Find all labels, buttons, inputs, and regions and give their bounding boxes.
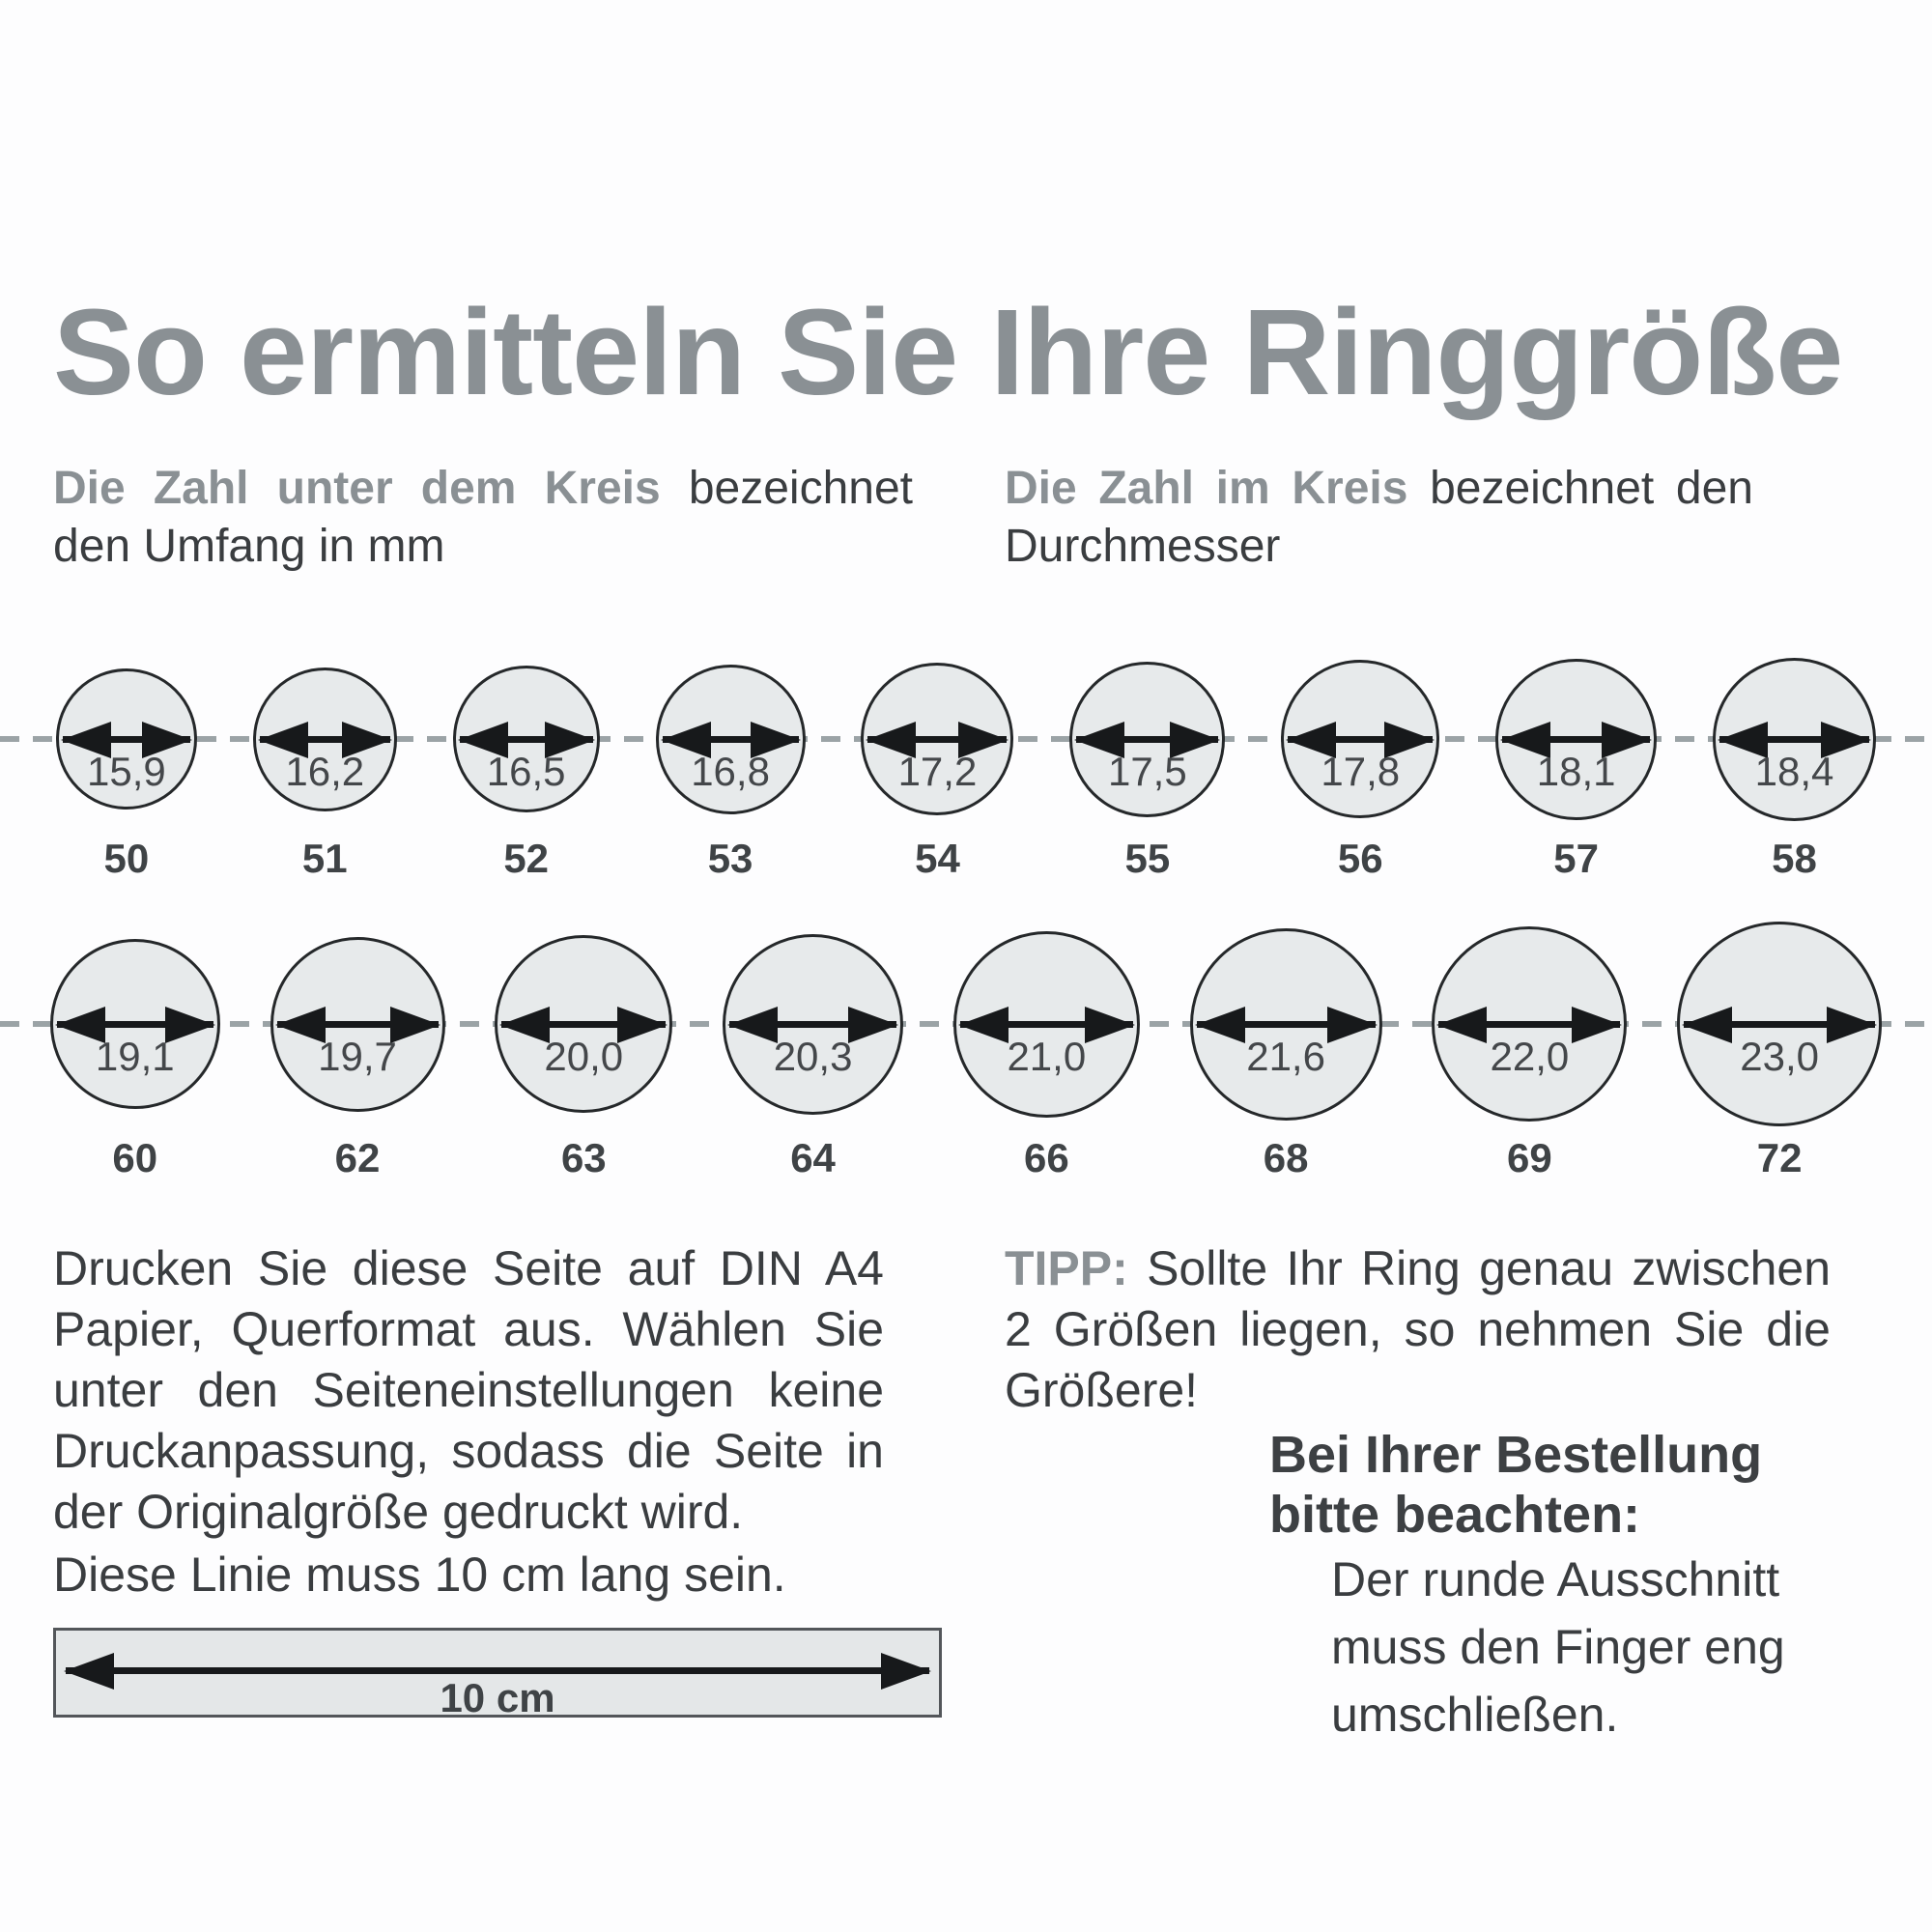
ring-size-cell: [1069, 656, 1225, 882]
print-instructions: Drucken Sie diese Seite auf DIN A4 Papier, Querformat aus. Wählen Sie unter den Seiteneinstellungen keine Druckanpassung, sodass die Seite in der Originalgröße gedruckt wird.: [53, 1241, 884, 1539]
circle-holder: [1495, 656, 1657, 822]
ruler-label: 10 cm: [440, 1675, 555, 1720]
size-label: 60: [112, 1135, 158, 1180]
circle-holder: [1069, 656, 1225, 822]
circle-holder: [453, 656, 600, 822]
ring-circle: [1281, 660, 1439, 818]
diameter-value: 19,1: [95, 1034, 175, 1079]
size-label: 64: [790, 1135, 836, 1180]
ring-circle: [1432, 926, 1627, 1122]
diameter-value: 17,5: [1107, 749, 1187, 794]
order-note-body-line: muss den Finger eng: [1331, 1620, 1785, 1674]
diameter-value: 17,8: [1321, 749, 1401, 794]
ring-size-cell: [953, 921, 1140, 1181]
order-note-heading-line: bitte beachten:: [1269, 1486, 1641, 1544]
tip-paragraph: [1005, 1238, 1831, 1421]
circle-holder: [1677, 921, 1882, 1127]
ring-size-cell: [656, 656, 806, 882]
circle-holder: [1281, 656, 1439, 822]
size-label: 62: [334, 1135, 381, 1180]
ring-circle: [50, 939, 220, 1109]
intro-diameter: [1005, 460, 1753, 576]
size-label: 63: [560, 1135, 607, 1180]
diameter-value: 20,0: [544, 1034, 624, 1079]
ring-size-cell: [723, 921, 903, 1181]
circle-holder: [495, 921, 672, 1127]
size-label: 52: [503, 836, 550, 881]
diameter-value: 20,3: [773, 1034, 853, 1079]
ring-size-cell: [453, 656, 600, 882]
ring-size-cell: [50, 921, 220, 1181]
size-label: 58: [1772, 836, 1817, 881]
size-label: 66: [1023, 1135, 1069, 1180]
size-label: 68: [1263, 1135, 1309, 1180]
ring-circle: [861, 663, 1013, 815]
ring-size-cell: [1190, 921, 1382, 1181]
size-label: 55: [1124, 836, 1171, 881]
ring-size-cell: [1495, 656, 1657, 882]
ring-size-cell: [253, 656, 397, 882]
ring-circle: [453, 666, 600, 812]
diameter-value: 15,9: [87, 749, 166, 794]
intro-diameter-rest: bezeichnet den Durchmesser: [1005, 463, 1753, 572]
circle-holder: [56, 656, 197, 822]
tip-text: Sollte Ihr Ring genau zwischen 2 Größen liegen, so nehmen Sie die Größere!: [1005, 1241, 1831, 1417]
diameter-value: 17,2: [897, 749, 978, 794]
ring-circle: [656, 665, 806, 814]
intro-circumference-rest: bezeichnet den Umfang in mm: [53, 463, 913, 572]
order-note-body: [1331, 1546, 1785, 1748]
diameter-value: 16,5: [486, 749, 566, 794]
ruler-bar: [53, 1628, 942, 1718]
circle-holder: [723, 921, 903, 1127]
ring-size-cell: [861, 656, 1013, 882]
ring-circle: [270, 937, 445, 1112]
circle-holder: [1432, 921, 1627, 1127]
size-label: 72: [1756, 1135, 1803, 1180]
page-title: So ermitteln Sie Ihre Ringgröße: [53, 284, 1843, 420]
diameter-value: 21,0: [1007, 1034, 1087, 1079]
size-label: 50: [103, 836, 150, 881]
diameter-value: 16,8: [691, 749, 770, 794]
ring-row-1: [0, 656, 1932, 882]
order-note-body-line: umschließen.: [1331, 1688, 1619, 1742]
circle-holder: [656, 656, 806, 822]
intro-circumference-highlight: Die Zahl unter dem Kreis: [53, 463, 661, 514]
ring-circle: [253, 668, 397, 811]
circle-holder: [253, 656, 397, 822]
ring-size-cell: [1713, 656, 1876, 882]
ring-circle: [1190, 928, 1382, 1121]
ring-circle: [56, 668, 197, 810]
intro-diameter-highlight: Die Zahl im Kreis: [1005, 463, 1408, 514]
intro-circumference: [53, 460, 913, 576]
ring-size-cell: [270, 921, 445, 1181]
order-note-heading-line: Bei Ihrer Bestellung: [1269, 1426, 1763, 1484]
circle-holder: [50, 921, 220, 1127]
size-label: 57: [1553, 836, 1599, 881]
diameter-value: 18,4: [1754, 749, 1834, 794]
ring-circle: [953, 931, 1140, 1118]
size-label: 54: [915, 836, 960, 881]
size-label: 56: [1337, 836, 1383, 881]
ruler-arrow: [66, 1667, 929, 1674]
diameter-value: 22,0: [1490, 1034, 1570, 1079]
ring-size-cell: [56, 656, 197, 882]
size-label: 51: [301, 836, 348, 881]
diameter-value: 16,2: [285, 749, 365, 794]
ring-size-cell: [495, 921, 672, 1181]
diameter-value: 21,6: [1246, 1034, 1325, 1079]
circle-holder: [1713, 656, 1876, 822]
diameter-value: 19,7: [318, 1034, 397, 1079]
ring-circle: [1713, 658, 1876, 821]
order-note-heading: [1269, 1425, 1762, 1545]
ring-size-cell: [1432, 921, 1627, 1181]
ring-row-2: [0, 921, 1932, 1181]
ring-circle: [1677, 922, 1882, 1126]
circle-holder: [953, 921, 1140, 1127]
diameter-value: 18,1: [1536, 749, 1616, 794]
ring-circle: [1495, 659, 1657, 820]
ring-size-cell: [1281, 656, 1439, 882]
order-note-body-line: Der runde Ausschnitt: [1331, 1552, 1780, 1606]
diameter-value: 23,0: [1740, 1034, 1819, 1079]
size-label: 53: [707, 836, 753, 881]
ring-circle: [723, 934, 903, 1115]
ring-circle: [495, 935, 672, 1113]
circle-holder: [861, 656, 1013, 822]
tip-label: TIPP:: [1005, 1241, 1128, 1295]
circle-holder: [270, 921, 445, 1127]
line-length-note: Diese Linie muss 10 cm lang sein.: [53, 1548, 786, 1602]
ring-circle: [1069, 662, 1225, 817]
size-label: 69: [1507, 1135, 1552, 1180]
circle-holder: [1190, 921, 1382, 1127]
ring-size-cell: [1677, 921, 1882, 1181]
